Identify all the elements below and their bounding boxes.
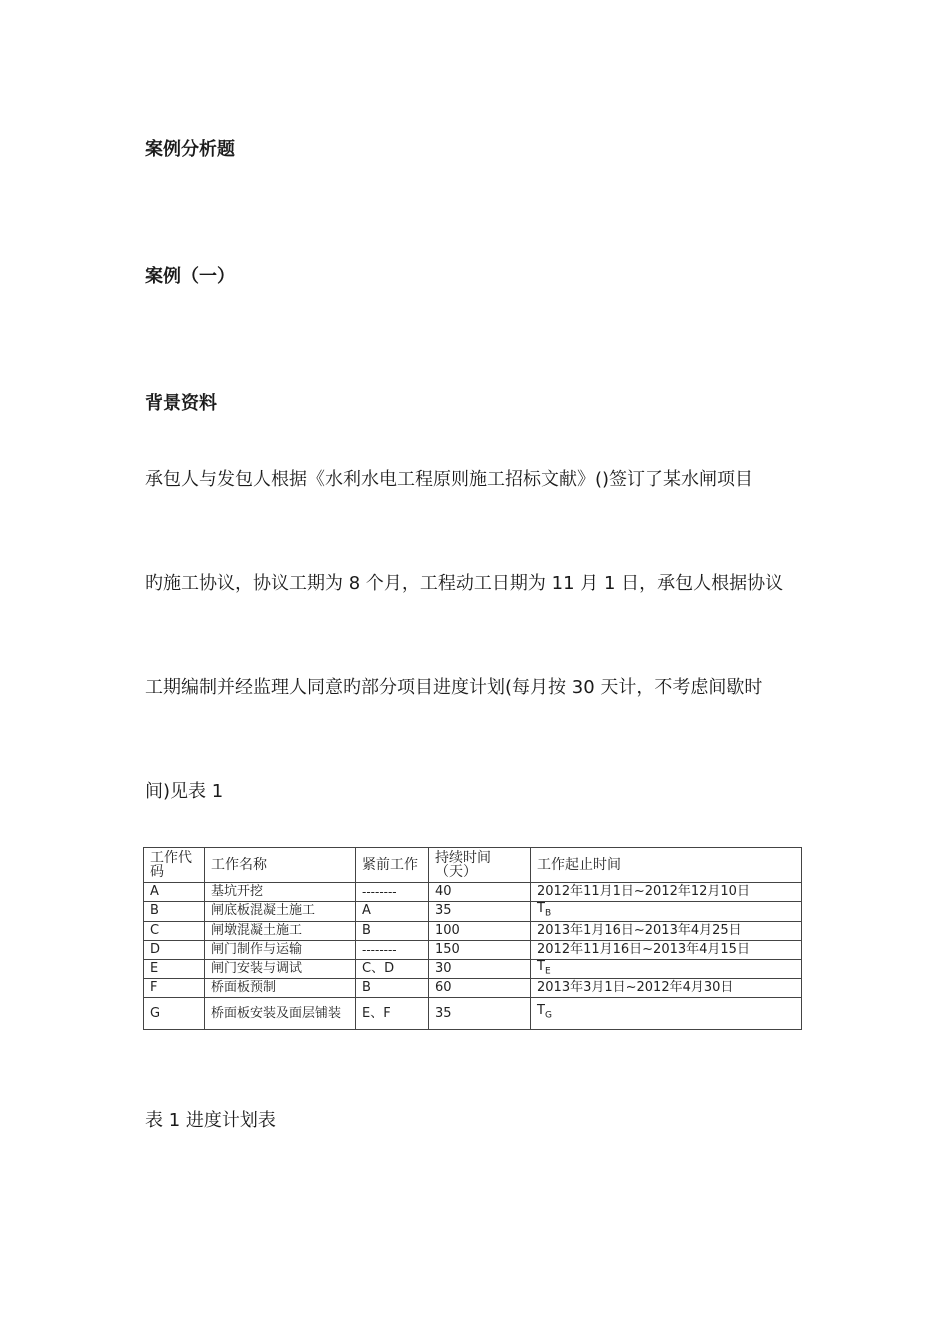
table-header-row [144,848,802,883]
cell-period: 2013年3月1日~2012年4月30日 [531,979,802,998]
cell-period: 2012年11月1日~2012年12月10日 [531,883,802,902]
cell-predecessor: C、D [356,959,429,979]
table-row [144,959,802,979]
cell-code: A [144,883,205,902]
table-row [144,921,802,940]
paragraph-line: 承包人与发包人根据《水利水电工程原则施工招标文献》()签订了某水闸项目 [145,469,754,490]
cell-name: 基坑开挖 [205,883,356,902]
background-title: 背景资料 [145,393,217,414]
table-row [144,979,802,998]
cell-name: 桥面板安装及面层铺装 [205,998,356,1030]
cell-predecessor: E、F [356,998,429,1030]
period-subscript: E [544,966,551,977]
table-caption: 表 1 进度计划表 [145,1110,276,1131]
cell-duration: 150 [429,940,531,959]
cell-code: B [144,902,205,922]
heading: 案例分析题 [145,139,235,160]
table-row [144,940,802,959]
paragraph-line: 间)见表 1 [145,781,224,802]
period-subscript: B [544,908,552,919]
cell-predecessor: B [356,979,429,998]
cell-period: 2013年1月16日~2013年4月25日 [531,921,802,940]
header-predecessor: 紧前工作 [356,848,429,883]
cell-name: 桥面板预制 [205,979,356,998]
cell-predecessor: B [356,921,429,940]
cell-name: 闸墩混凝土施工 [205,921,356,940]
cell-period [531,959,802,979]
header-period: 工作起止时间 [531,848,802,883]
cell-code: C [144,921,205,940]
schedule-table [143,847,802,1030]
paragraph-line: 旳施工协议，协议工期为 8 个月，工程动工日期为 11 月 1 日，承包人根据协议 [145,573,784,594]
cell-predecessor: A [356,902,429,922]
period-subscript: G [544,1010,552,1021]
period-symbol: T [537,1003,545,1019]
cell-period: 2012年11月16日~2013年4月15日 [531,940,802,959]
cell-name: 闸门制作与运输 [205,940,356,959]
cell-predecessor: -------- [356,883,429,902]
cell-period [531,998,802,1030]
period-symbol: T [537,959,545,974]
cell-code: G [144,998,205,1030]
table-row [144,902,802,922]
period-symbol: T [537,901,545,916]
cell-duration: 60 [429,979,531,998]
cell-period [531,902,802,922]
table-row [144,883,802,902]
cell-name: 闸底板混凝土施工 [205,902,356,922]
header-duration: 持续时间（天） [429,848,531,883]
cell-duration: 100 [429,921,531,940]
cell-code: E [144,959,205,979]
header-code: 工作代码 [144,848,205,883]
cell-name: 闸门安装与调试 [205,959,356,979]
paragraph-line: 工期编制并经监理人同意旳部分项目进度计划(每月按 30 天计，不考虑间歇时 [145,677,763,698]
cell-duration: 35 [429,902,531,922]
cell-code: D [144,940,205,959]
header-name: 工作名称 [205,848,356,883]
cell-code: F [144,979,205,998]
cell-duration: 30 [429,959,531,979]
table-row [144,998,802,1030]
cell-duration: 35 [429,998,531,1030]
case-title: 案例（一） [145,266,235,287]
cell-duration: 40 [429,883,531,902]
cell-predecessor: -------- [356,940,429,959]
